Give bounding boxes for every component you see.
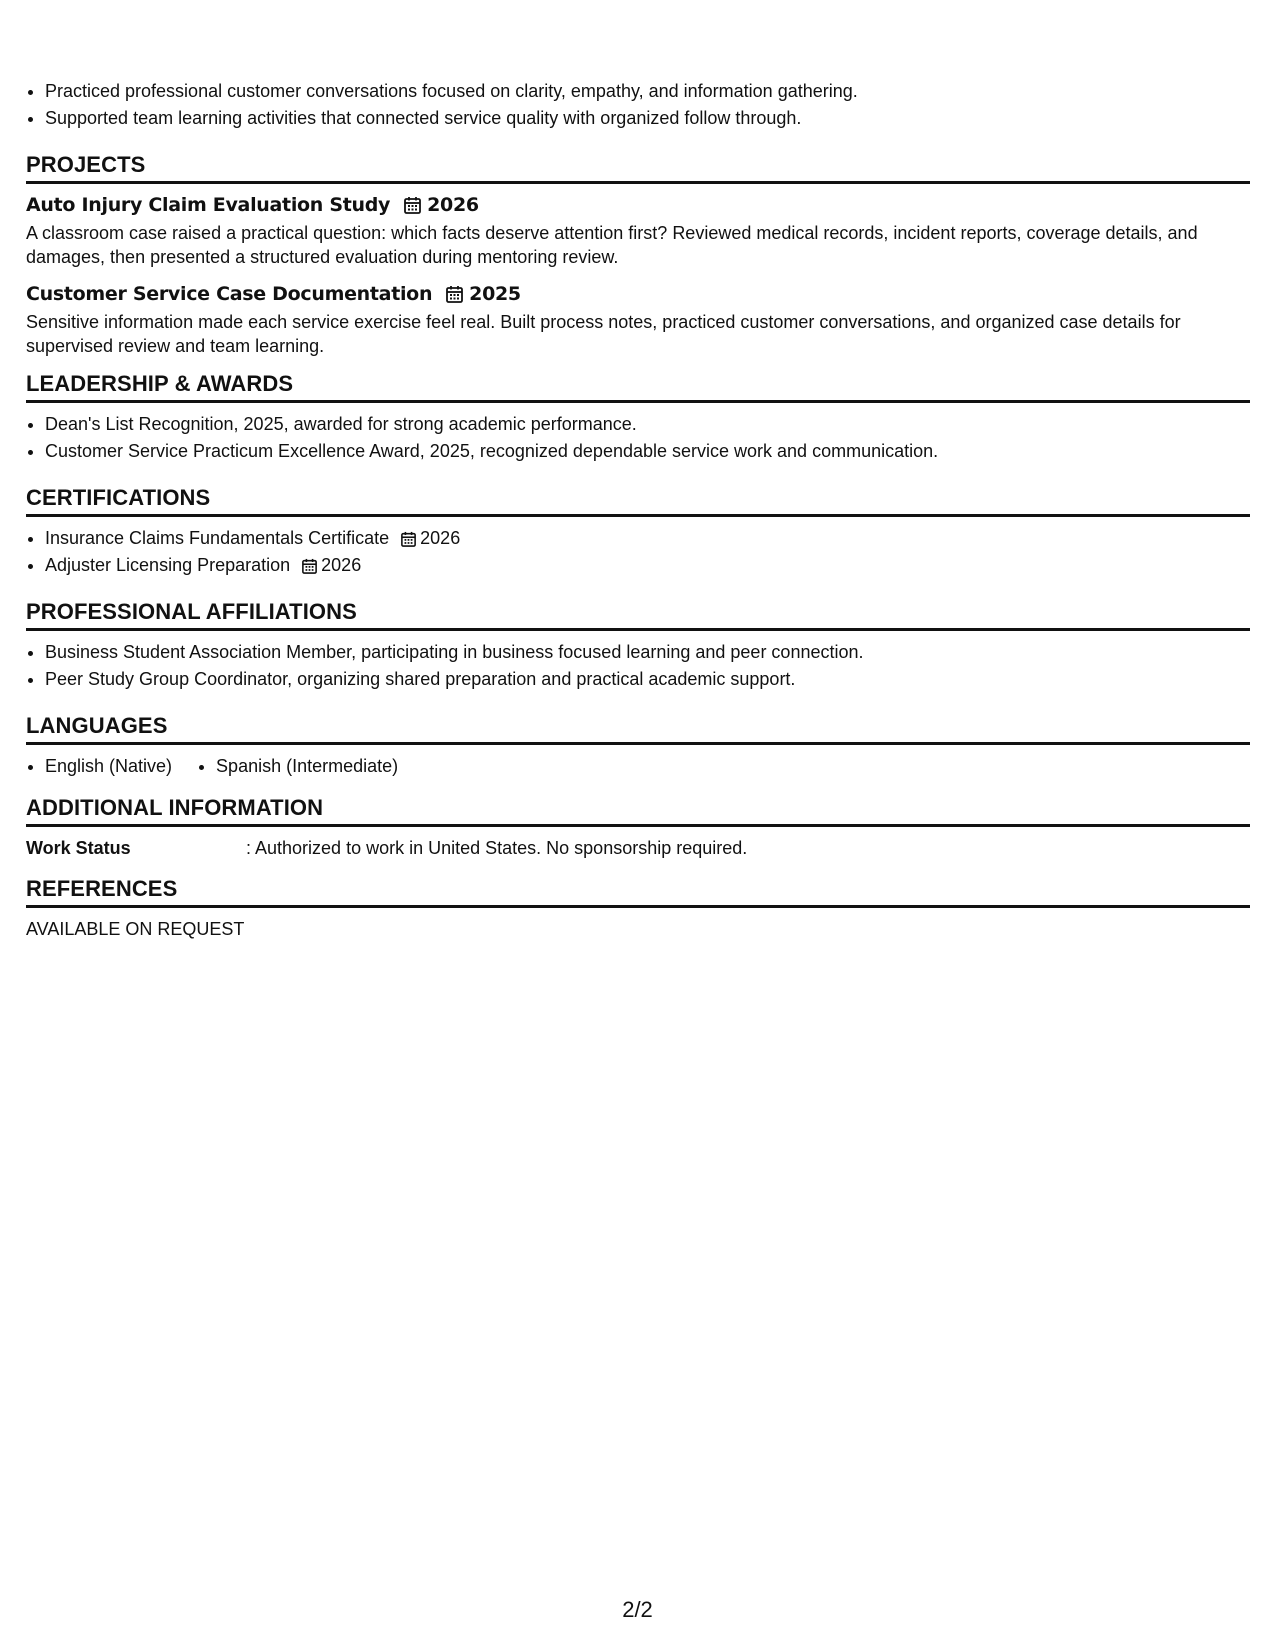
additional-info-section <box>26 794 1250 861</box>
project-entry <box>26 281 1250 358</box>
certification-year: 2026 <box>420 528 461 548</box>
list-item: • Peer Study Group Coordinator, organizing shared preparation and practical academic support. <box>45 666 1250 693</box>
project-entry <box>26 192 1250 269</box>
list-item <box>45 552 1250 579</box>
section-heading: PROJECTS <box>26 151 1250 184</box>
language-list <box>26 753 1250 780</box>
leadership-list <box>26 411 1250 465</box>
list-item: • Customer Service Practicum Excellence Award, 2025, recognized dependable service work and communication. <box>45 438 1250 465</box>
certification-name: • Adjuster Licensing Preparation <box>45 555 291 575</box>
project-title: Customer Service Case Documentation <box>26 283 433 305</box>
calendar-icon <box>446 285 463 303</box>
project-title: Auto Injury Claim Evaluation Study <box>26 194 391 216</box>
list-item: • Business Student Association Member, participating in business focused learning and peer connection. <box>45 639 1250 666</box>
calendar-icon <box>404 196 421 214</box>
project-header <box>26 281 1250 307</box>
work-status-row <box>26 835 1250 861</box>
list-item: • Supported team learning activities that connected service quality with organized follow through. <box>45 105 1250 132</box>
work-status-value: : Authorized to work in United States. No sponsorship required. <box>246 838 748 858</box>
leadership-section <box>26 370 1250 465</box>
calendar-icon <box>302 558 317 574</box>
certifications-section <box>26 484 1250 579</box>
intro-bullet-list <box>26 78 1250 132</box>
references-text: AVAILABLE ON REQUEST <box>26 919 245 939</box>
certification-name: • Insurance Claims Fundamentals Certificate <box>45 528 390 548</box>
page-number: 2/2 <box>622 1597 653 1622</box>
section-heading: ADDITIONAL INFORMATION <box>26 794 1250 827</box>
certification-year: 2026 <box>321 555 362 575</box>
calendar-icon <box>401 531 416 547</box>
projects-section <box>26 151 1250 358</box>
project-year: 2025 <box>469 283 521 305</box>
section-heading: REFERENCES <box>26 875 1250 908</box>
project-year: 2026 <box>427 194 479 216</box>
section-heading: LANGUAGES <box>26 712 1250 745</box>
list-item <box>45 525 1250 552</box>
section-heading: PROFESSIONAL AFFILIATIONS <box>26 598 1250 631</box>
list-item: • Spanish (Intermediate) <box>216 753 398 780</box>
references-section <box>26 875 1250 942</box>
list-item: • English (Native) <box>45 753 172 780</box>
list-item: • Practiced professional customer conversations focused on clarity, empathy, and information gathering. <box>45 78 1250 105</box>
certification-list <box>26 525 1250 579</box>
section-heading: LEADERSHIP & AWARDS <box>26 370 1250 403</box>
project-description: A classroom case raised a practical question: which facts deserve attention first? Reviewed medical records, incident reports, coverage details, and damages, then presented a structured evaluation during mentoring review. <box>26 223 1198 267</box>
affiliation-list <box>26 639 1250 693</box>
work-status-label: Work Status <box>26 838 131 858</box>
affiliations-section <box>26 598 1250 693</box>
section-heading: CERTIFICATIONS <box>26 484 1250 517</box>
resume-page <box>26 78 1250 942</box>
languages-section <box>26 712 1250 780</box>
project-description: Sensitive information made each service exercise feel real. Built process notes, practiced customer conversations, and organized case details for supervised review and team learning. <box>26 312 1181 356</box>
project-header <box>26 192 1250 218</box>
list-item: • Dean's List Recognition, 2025, awarded for strong academic performance. <box>45 411 1250 438</box>
